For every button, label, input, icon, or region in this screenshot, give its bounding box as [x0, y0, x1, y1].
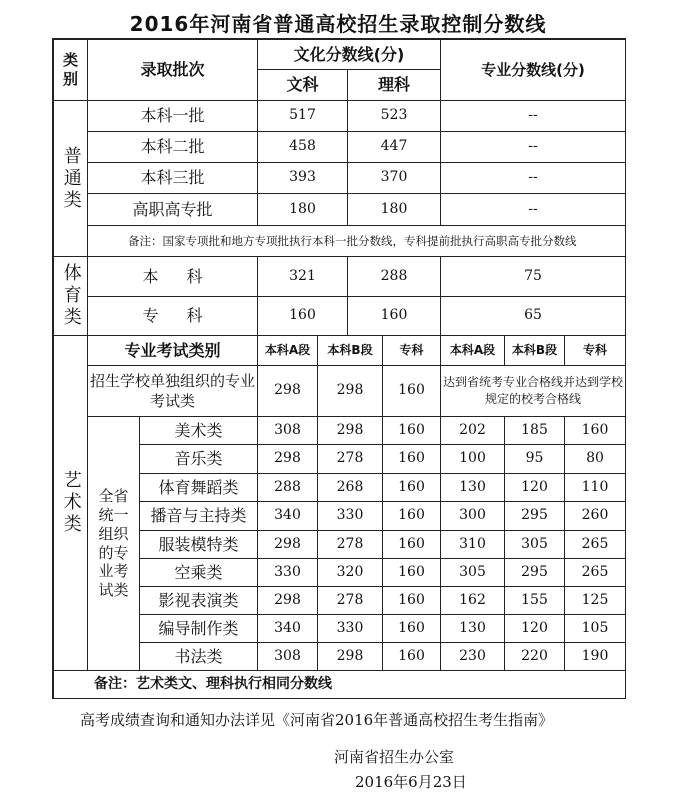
arts-subheader-b-seg: 本科B段 [318, 336, 383, 366]
general-li-score: 180 [348, 194, 441, 226]
arts-score-mb: 305 [505, 531, 565, 559]
arts-score-a: 298 [258, 445, 318, 474]
arts-independent-zk: 160 [383, 366, 441, 417]
arts-score-mb: 220 [505, 643, 565, 671]
arts-score-b: 278 [318, 445, 383, 474]
general-batch: 本科二批 [88, 132, 258, 163]
arts-score-b: 330 [318, 615, 383, 643]
general-li-score: 447 [348, 132, 441, 163]
arts-score-a: 288 [258, 474, 318, 502]
footer-date: 2016年6月23日 [355, 773, 467, 791]
arts-score-a: 340 [258, 502, 318, 531]
arts-score-ma: 305 [441, 559, 505, 587]
general-wen-score: 393 [258, 163, 348, 194]
arts-subheader-a-seg: 本科A段 [258, 336, 318, 366]
arts-score-b: 298 [318, 643, 383, 671]
arts-category-name: 编导制作类 [140, 615, 258, 643]
arts-score-a: 308 [258, 643, 318, 671]
sports-li-score: 160 [348, 297, 441, 336]
general-batch: 本科三批 [88, 163, 258, 194]
page-title: 2016年河南省普通高校招生录取控制分数线 [129, 12, 547, 36]
arts-score-ma: 130 [441, 474, 505, 502]
general-li-score: 370 [348, 163, 441, 194]
sports-batch: 本科 [88, 257, 258, 297]
arts-unified-label: 全省统一组织的专业考试类 [88, 417, 140, 671]
general-note: 备注：国家专项批和地方专项批执行本科一批分数线，专科提前批执行高职高专批分数线 [88, 226, 626, 257]
arts-score-zk: 160 [383, 531, 441, 559]
arts-score-b: 278 [318, 531, 383, 559]
arts-label: 艺术类 [54, 336, 88, 671]
header-science: 理科 [348, 70, 441, 101]
general-label: 普通类 [54, 101, 88, 257]
header-liberal-arts: 文科 [258, 70, 348, 101]
arts-score-mb: 95 [505, 445, 565, 474]
general-major-score: -- [441, 132, 626, 163]
arts-score-mb: 155 [505, 587, 565, 615]
arts-score-zk: 160 [383, 502, 441, 531]
arts-independent-major: 达到省统考专业合格线并达到学校规定的校考合格线 [441, 366, 626, 417]
arts-score-mz: 260 [565, 502, 626, 531]
arts-note: 备注：艺术类文、理科执行相同分数线 [54, 671, 626, 699]
arts-score-ma: 130 [441, 615, 505, 643]
arts-score-b: 268 [318, 474, 383, 502]
arts-score-ma: 202 [441, 417, 505, 445]
arts-score-mb: 295 [505, 502, 565, 531]
header-batch: 录取批次 [88, 40, 258, 101]
arts-score-mb: 120 [505, 615, 565, 643]
header-culture-score: 文化分数线(分) [258, 40, 441, 70]
general-major-score: -- [441, 163, 626, 194]
arts-score-ma: 300 [441, 502, 505, 531]
arts-score-zk: 160 [383, 445, 441, 474]
sports-wen-score: 160 [258, 297, 348, 336]
arts-score-mz: 160 [565, 417, 626, 445]
arts-score-ma: 230 [441, 643, 505, 671]
general-batch: 本科一批 [88, 101, 258, 132]
arts-score-a: 298 [258, 587, 318, 615]
arts-score-a: 330 [258, 559, 318, 587]
arts-score-mz: 80 [565, 445, 626, 474]
sports-li-score: 288 [348, 257, 441, 297]
arts-category-name: 空乘类 [140, 559, 258, 587]
arts-score-mz: 105 [565, 615, 626, 643]
sports-batch: 专科 [88, 297, 258, 336]
general-wen-score: 180 [258, 194, 348, 226]
general-wen-score: 458 [258, 132, 348, 163]
arts-independent-b: 298 [318, 366, 383, 417]
general-li-score: 523 [348, 101, 441, 132]
arts-category-name: 美术类 [140, 417, 258, 445]
arts-score-mb: 185 [505, 417, 565, 445]
arts-subheader-major-zk: 专科 [565, 336, 626, 366]
arts-score-mz: 190 [565, 643, 626, 671]
arts-exam-type-header: 专业考试类别 [88, 336, 258, 366]
arts-category-name: 体育舞蹈类 [140, 474, 258, 502]
sports-major-score: 65 [441, 297, 626, 336]
arts-score-ma: 100 [441, 445, 505, 474]
footer-notice: 高考成绩查询和通知办法详见《河南省2016年普通高校招生考生指南》 [80, 711, 554, 729]
arts-score-mz: 110 [565, 474, 626, 502]
arts-score-mz: 265 [565, 531, 626, 559]
general-major-score: -- [441, 101, 626, 132]
arts-category-name: 音乐类 [140, 445, 258, 474]
arts-category-name: 服装模特类 [140, 531, 258, 559]
arts-score-mb: 120 [505, 474, 565, 502]
arts-score-a: 298 [258, 531, 318, 559]
footer-org: 河南省招生办公室 [334, 748, 455, 766]
arts-category-name: 书法类 [140, 643, 258, 671]
arts-score-zk: 160 [383, 615, 441, 643]
arts-subheader-major-b: 本科B段 [505, 336, 565, 366]
header-major-score: 专业分数线(分) [441, 40, 626, 101]
arts-subheader-major-a: 本科A段 [441, 336, 505, 366]
arts-score-ma: 162 [441, 587, 505, 615]
arts-score-zk: 160 [383, 559, 441, 587]
arts-score-b: 278 [318, 587, 383, 615]
arts-score-a: 308 [258, 417, 318, 445]
arts-score-mz: 125 [565, 587, 626, 615]
arts-score-zk: 160 [383, 643, 441, 671]
arts-score-mb: 295 [505, 559, 565, 587]
arts-score-ma: 310 [441, 531, 505, 559]
sports-major-score: 75 [441, 257, 626, 297]
arts-score-zk: 160 [383, 474, 441, 502]
arts-score-mz: 265 [565, 559, 626, 587]
general-batch: 高职高专批 [88, 194, 258, 226]
arts-category-name: 影视表演类 [140, 587, 258, 615]
arts-score-zk: 160 [383, 417, 441, 445]
arts-independent-label: 招生学校单独组织的专业考试类 [88, 366, 258, 417]
general-major-score: -- [441, 194, 626, 226]
sports-label: 体育类 [54, 257, 88, 336]
general-wen-score: 517 [258, 101, 348, 132]
header-category: 类别 [54, 40, 88, 101]
sports-wen-score: 321 [258, 257, 348, 297]
score-table [52, 38, 626, 699]
arts-score-b: 320 [318, 559, 383, 587]
arts-category-name: 播音与主持类 [140, 502, 258, 531]
arts-score-b: 298 [318, 417, 383, 445]
arts-independent-a: 298 [258, 366, 318, 417]
arts-subheader-zhuanke: 专科 [383, 336, 441, 366]
arts-score-a: 340 [258, 615, 318, 643]
arts-score-zk: 160 [383, 587, 441, 615]
arts-score-b: 330 [318, 502, 383, 531]
